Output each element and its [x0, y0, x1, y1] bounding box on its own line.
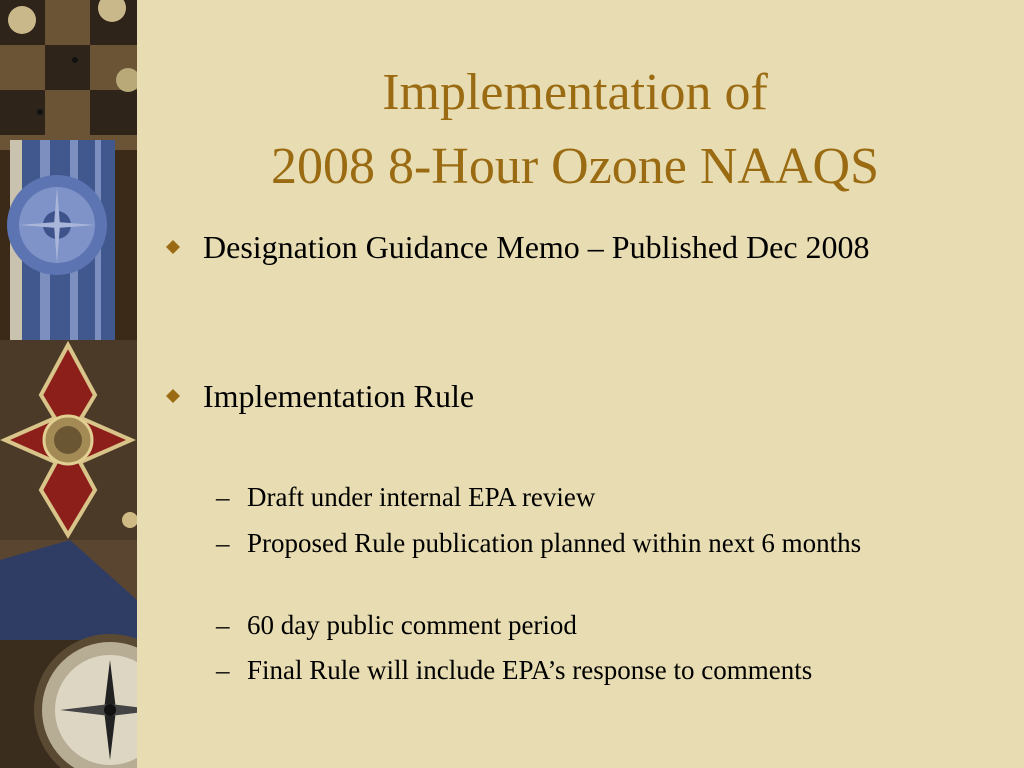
rosette [7, 175, 107, 275]
title-line-2: 2008 8-Hour Ozone NAAQS [270, 138, 880, 195]
bullet-text: Implementation Rule [203, 378, 475, 414]
title-line-1: Implementation of [382, 64, 768, 121]
dash-marker: – [216, 528, 230, 558]
sub-bullet-item [216, 652, 976, 688]
sub-bullet-text: Proposed Rule publication planned within next 6 months [247, 528, 862, 558]
diamond-icon [166, 389, 180, 403]
sub-bullet-text: Final Rule will include EPA’s response to comments [247, 655, 813, 685]
sub-bullet-item [216, 525, 976, 597]
slide-title [150, 56, 1000, 204]
dash-marker: – [216, 482, 230, 512]
sub-bullet-item [216, 479, 976, 515]
compass [0, 638, 137, 768]
checkerboard-pattern [0, 0, 137, 150]
dash-marker: – [216, 655, 230, 685]
sub-bullet-text: 60 day public comment period [247, 610, 577, 640]
sub-bullet-text: Draft under internal EPA review [247, 482, 596, 512]
decorative-side-image [0, 0, 137, 768]
dash-marker: – [216, 610, 230, 640]
medal-cross [0, 340, 137, 540]
sub-bullet-item [216, 607, 976, 643]
bullet-text: Designation Guidance Memo – Published Dec 2008 [203, 229, 870, 265]
diamond-icon [166, 240, 180, 254]
